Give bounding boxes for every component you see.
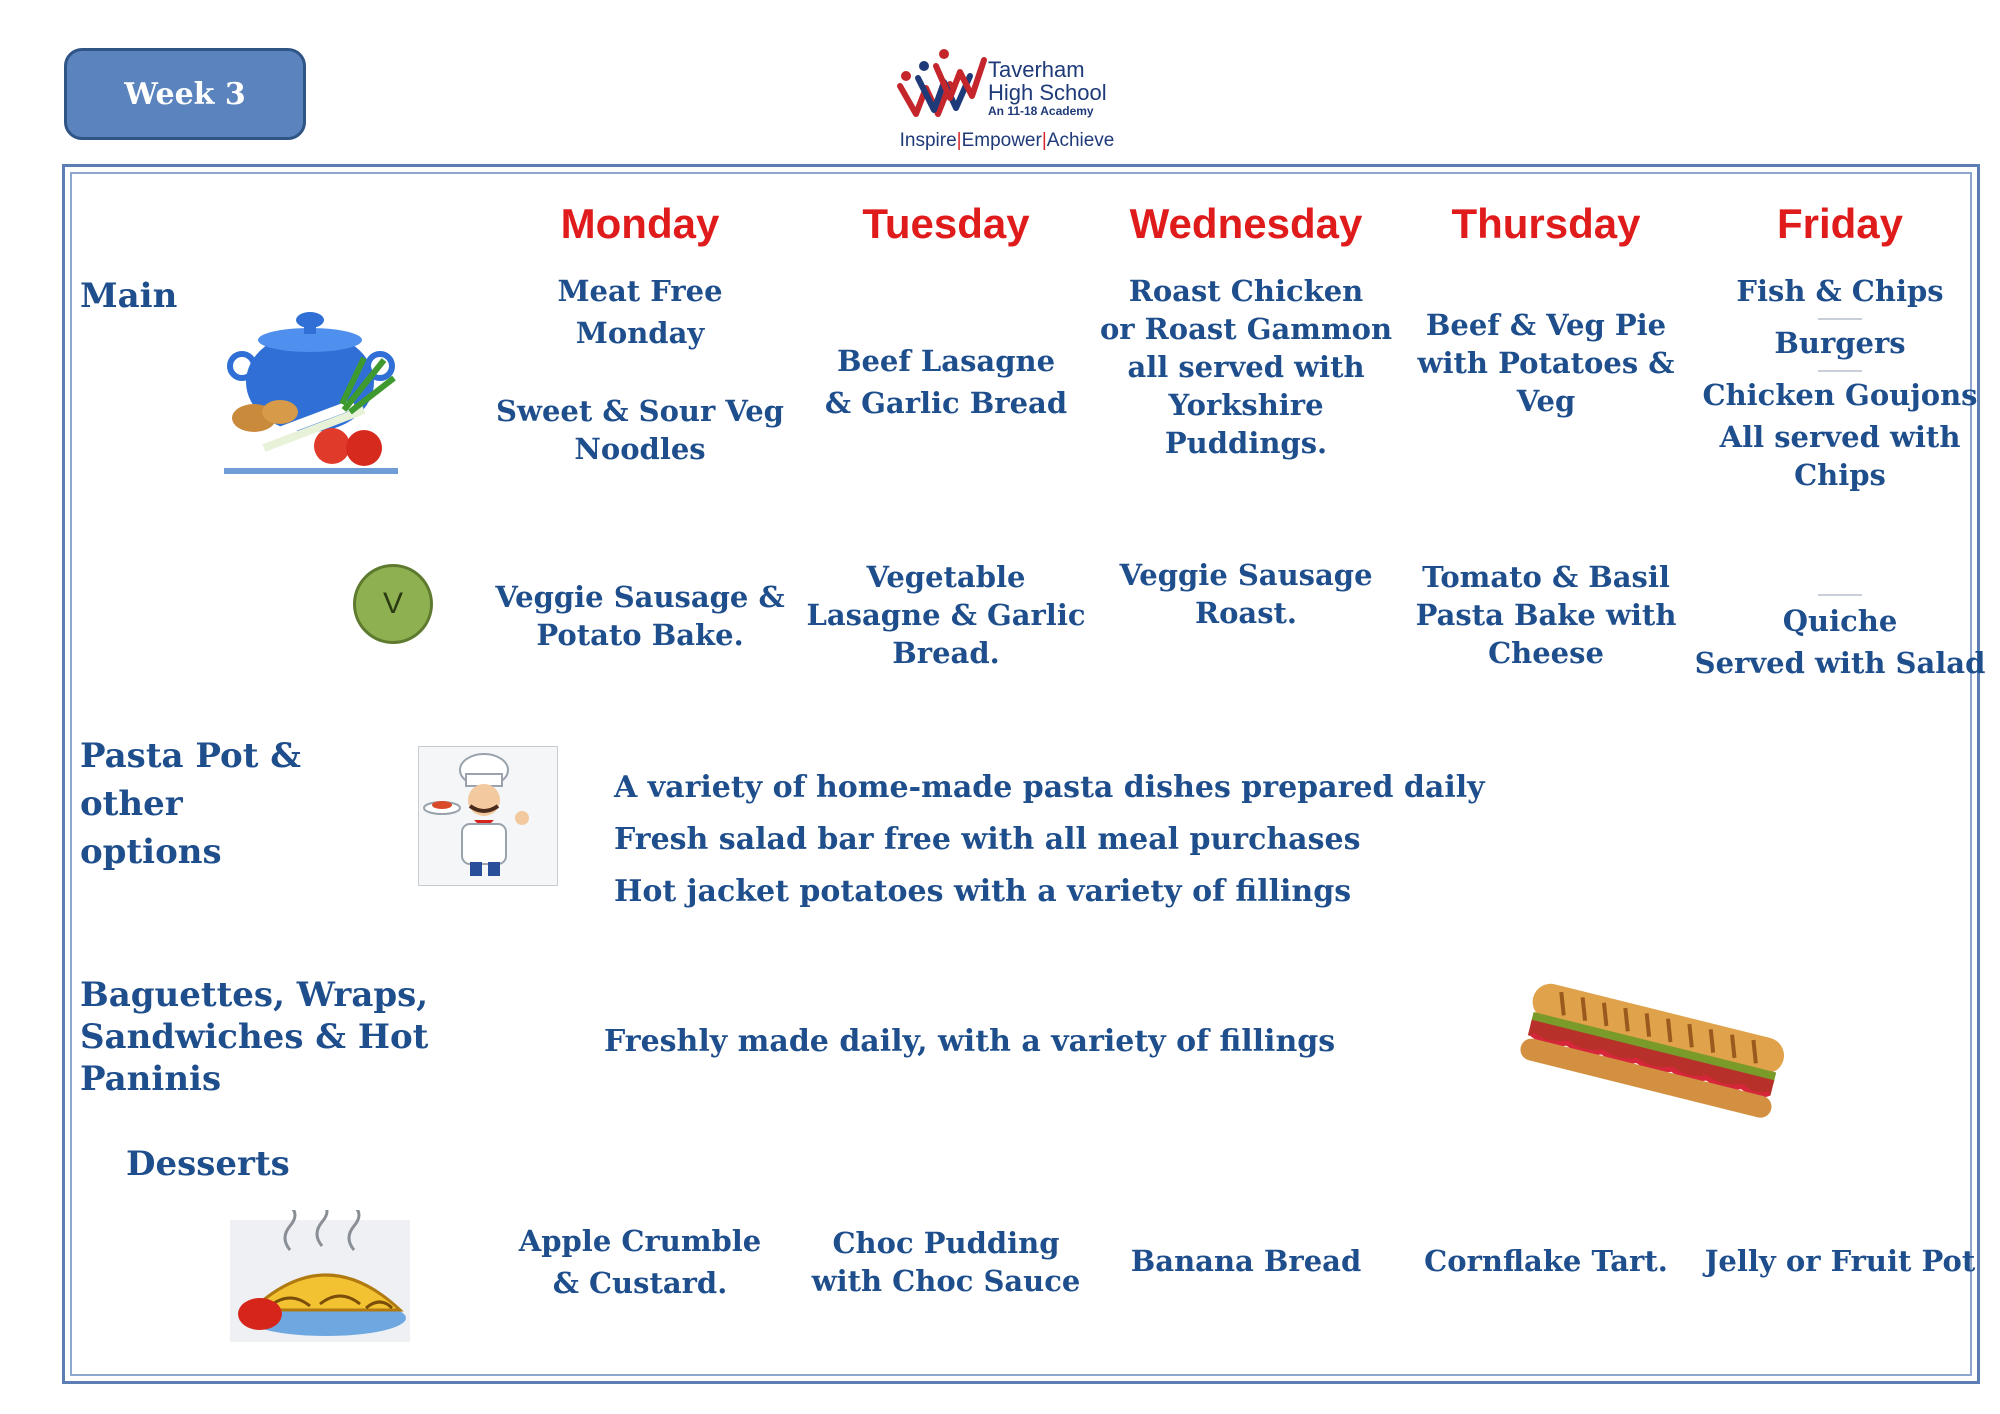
day-heading-tuesday: Tuesday: [862, 200, 1030, 247]
veg-thursday: [1386, 558, 1706, 672]
motto-achieve: Achieve: [1046, 130, 1115, 151]
baguettes-label-line: Baguettes, Wraps,: [80, 975, 429, 1015]
veg-thursday-line: Pasta Bake with: [1415, 598, 1677, 632]
veg-friday-line: Served with Salad: [1694, 646, 1986, 680]
veg-tuesday-line: Lasagne & Garlic: [806, 598, 1086, 632]
baguettes-label-line: Paninis: [80, 1059, 222, 1099]
sandwich-icon: [1510, 980, 1796, 1120]
dessert-tuesday-line: Choc Pudding: [832, 1226, 1060, 1260]
main-friday-line: All served with: [1719, 420, 1961, 454]
friday-divider: [1818, 370, 1862, 372]
dessert-tuesday-line: with Choc Sauce: [811, 1264, 1081, 1298]
main-wednesday-line: Roast Chicken: [1128, 274, 1364, 308]
school-logo: [892, 36, 1122, 156]
veg-tuesday-line: Bread.: [892, 636, 1000, 670]
dessert-monday-line: & Custard.: [552, 1266, 728, 1300]
veg-wednesday-line: Veggie Sausage: [1119, 558, 1373, 592]
main-wednesday: [1086, 272, 1406, 462]
main-friday-line: Fish & Chips: [1736, 274, 1944, 308]
main-wednesday-line: or Roast Gammon: [1099, 312, 1393, 346]
motto-inspire: Inspire: [899, 130, 957, 151]
main-monday-line: Noodles: [574, 432, 706, 466]
chef-icon: [418, 746, 558, 886]
veg-thursday-line: Tomato & Basil: [1422, 560, 1670, 594]
veg-wednesday-line: Roast.: [1194, 596, 1298, 630]
main-tuesday-line: & Garlic Bread: [824, 386, 1068, 420]
vegetarian-badge: V: [353, 564, 433, 644]
row-label-baguettes: [80, 974, 428, 1100]
row-label-main: Main: [80, 276, 178, 316]
main-thursday: [1386, 306, 1706, 420]
school-logo-icon: [892, 36, 988, 126]
main-tuesday: [786, 342, 1106, 422]
veg-tuesday-line: Vegetable: [866, 560, 1026, 594]
main-friday: [1680, 272, 2000, 494]
cooking-pot-icon: [224, 300, 398, 476]
dessert-thursday: Cornflake Tart.: [1424, 1244, 1668, 1278]
day-heading-friday: Friday: [1776, 200, 1904, 247]
main-monday-line: Meat Free: [557, 274, 723, 308]
main-monday-line: Monday: [575, 316, 705, 350]
dessert-tuesday: [786, 1224, 1106, 1300]
logo-line1: Taverham: [988, 57, 1085, 82]
row-label-desserts: Desserts: [126, 1144, 290, 1184]
veg-monday-line: Potato Bake.: [536, 618, 744, 652]
main-monday: [480, 272, 800, 468]
day-heading-thursday: Thursday: [1451, 200, 1641, 247]
dessert-monday: [480, 1222, 800, 1302]
week-badge: Week 3: [64, 48, 306, 140]
veg-friday: [1680, 602, 2000, 682]
veg-friday-line: Quiche: [1782, 604, 1898, 638]
logo-school-name: [988, 58, 1107, 104]
dessert-wednesday: Banana Bread: [1130, 1244, 1362, 1278]
pie-icon: [230, 1210, 410, 1342]
main-thursday-line: Beef & Veg Pie: [1425, 308, 1667, 342]
main-friday-line: Chicken Goujons: [1702, 378, 1978, 412]
main-friday-line: Burgers: [1774, 326, 1906, 360]
pasta-label-line: other: [80, 784, 183, 824]
veg-monday: [480, 578, 800, 654]
pasta-line: Hot jacket potatoes with a variety of fillings: [614, 874, 1352, 909]
logo-motto: Inspire|Empower|Achieve: [899, 130, 1115, 151]
row-label-pasta: [80, 732, 301, 876]
logo-academy: An 11-18 Academy: [988, 104, 1094, 118]
friday-divider: [1818, 318, 1862, 320]
veg-tuesday: [786, 558, 1106, 672]
main-wednesday-line: all served with: [1127, 350, 1365, 384]
baguettes-label-line: Sandwiches & Hot: [80, 1017, 429, 1057]
main-wednesday-line: Yorkshire: [1168, 388, 1324, 422]
pasta-label-line: Pasta Pot &: [80, 736, 301, 776]
veg-monday-line: Veggie Sausage &: [495, 580, 785, 614]
logo-line2: High School: [988, 80, 1107, 105]
dessert-monday-line: Apple Crumble: [518, 1224, 762, 1258]
main-thursday-line: with Potatoes &: [1417, 346, 1675, 380]
friday-divider: [1818, 594, 1862, 596]
day-heading-monday: Monday: [560, 200, 720, 247]
pasta-line: Fresh salad bar free with all meal purchases: [614, 822, 1361, 857]
motto-empower: Empower: [961, 130, 1042, 151]
main-monday-line: Sweet & Sour Veg: [496, 394, 784, 428]
veg-thursday-line: Cheese: [1488, 636, 1604, 670]
dessert-friday: Jelly or Fruit Pot: [1704, 1244, 1976, 1278]
main-tuesday-line: Beef Lasagne: [836, 344, 1056, 378]
pasta-line: A variety of home-made pasta dishes prepared daily: [614, 770, 1485, 805]
main-thursday-line: Veg: [1516, 384, 1576, 418]
main-wednesday-line: Puddings.: [1164, 426, 1328, 460]
day-heading-wednesday: Wednesday: [1129, 200, 1363, 247]
veg-wednesday: [1086, 556, 1406, 632]
pasta-label-line: options: [80, 832, 222, 872]
baguettes-text: Freshly made daily, with a variety of fillings: [604, 1024, 1336, 1059]
main-friday-line: Chips: [1794, 458, 1886, 492]
